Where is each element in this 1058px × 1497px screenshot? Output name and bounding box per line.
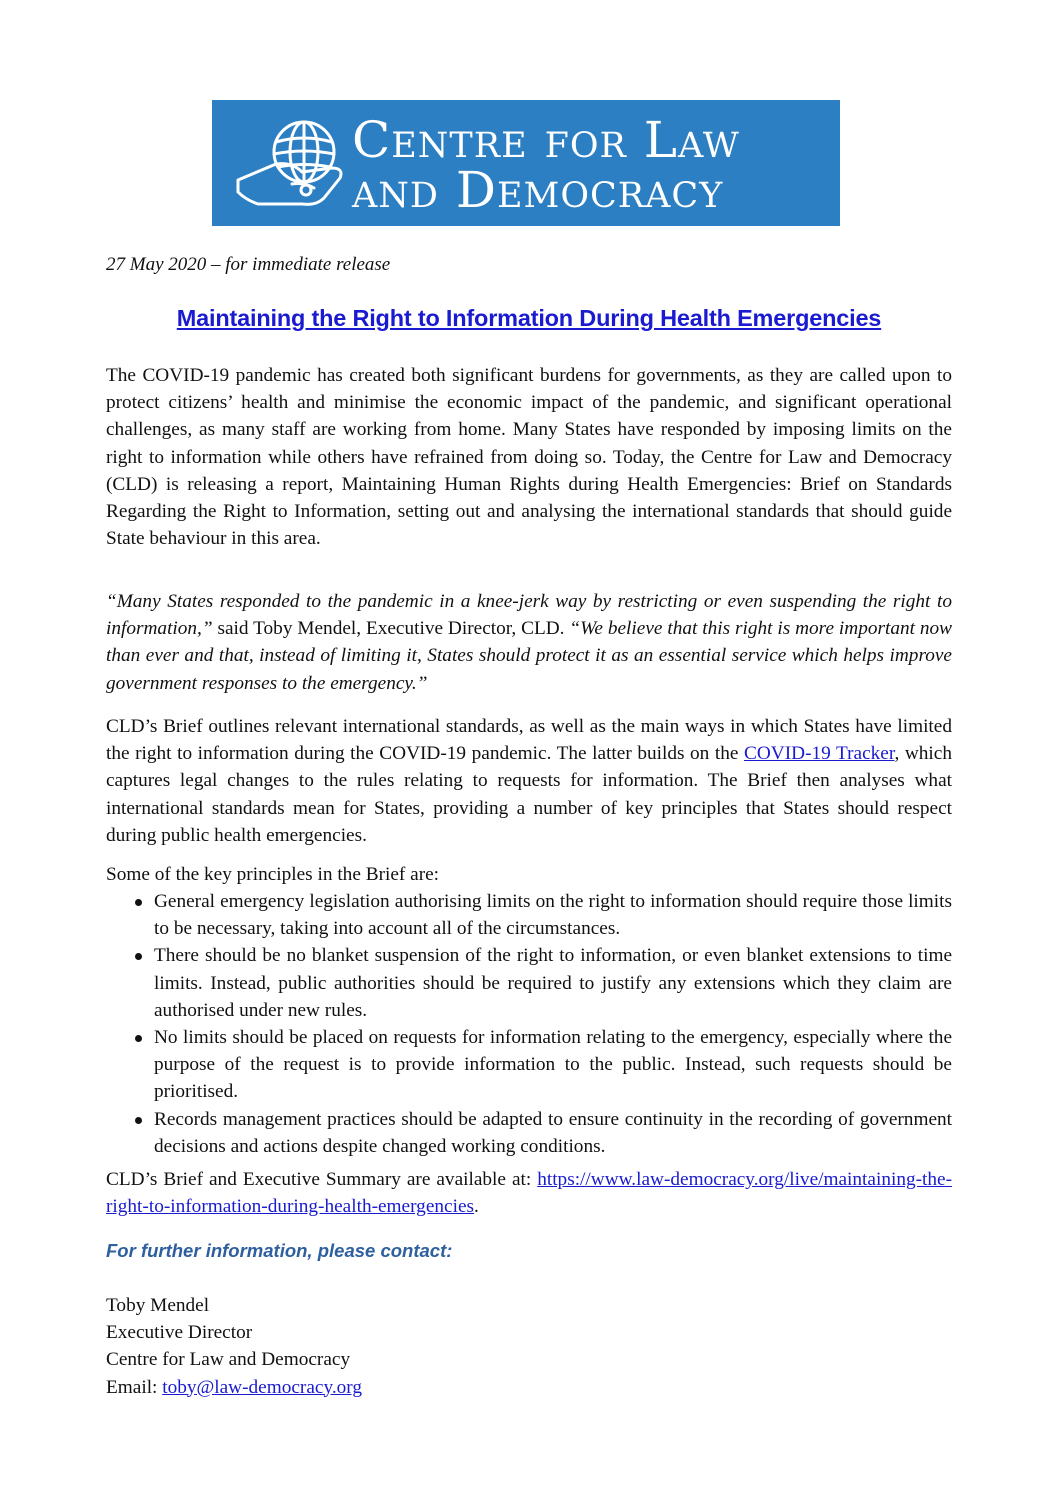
brief-text-before: CLD’s Brief outlines relevant international standards, as well as the main ways in which States have limited the right to information during the COVID-19 pandemic. The latter builds on the [106,716,952,765]
availability-paragraph [106,1166,952,1220]
bullet-icon [135,1035,142,1042]
bullet-icon [135,899,142,906]
contact-name: Toby Mendel [106,1295,210,1316]
availability-text: CLD’s Brief and Executive Summary are available at: [106,1169,538,1190]
hand-holding-globe-icon [232,112,350,214]
quote-part-1: “Many States responded to the pandemic in a knee-jerk way by restricting or even suspending the right to information,” [106,591,952,640]
contact-heading: For further information, please contact: [106,1240,453,1261]
release-date: 27 May 2020 – for immediate release [106,254,391,275]
principle-text: General emergency legislation authorising limits on the right to information should require those limits to be necessary, taking into account all of the circumstances. [154,891,952,940]
covid-tracker-link[interactable]: COVID-19 Tracker [744,743,895,765]
principles-intro: Some of the key principles in the Brief are: [106,864,440,885]
quote-attribution: said Toby Mendel, Executive Director, CLD. [212,618,570,640]
contact-email-line [106,1374,362,1401]
email-label: Email: [106,1376,163,1398]
quote-paragraph [106,588,952,697]
principle-text: Records management practices should be adapted to ensure continuity in the recording of government decisions and actions despite changed working conditions. [154,1108,952,1157]
brief-url-link[interactable]: https://www.law-democracy.org/live/maintaining-the-right-to-information-during-health-emergencies [106,1169,952,1218]
list-item [106,1024,952,1106]
brief-text-after: , which captures legal changes to the rules relating to requests for information. The Brief then analyses what international standards mean for States, providing a number of key principles that States should respect during public health emergencies. [106,743,952,846]
list-item [106,888,952,942]
brief-paragraph [106,713,952,849]
principle-text: No limits should be placed on requests for information relating to the emergency, especially where the purpose of the request is to provide information to the public. Instead, such requests should be prioritised. [154,1027,952,1103]
quote-part-2: “We believe that this right is more important now than ever and that, instead of limiting it, States should protect it as an essential service which helps improve government responses to the emergency.” [106,618,953,694]
contact-block [106,1292,362,1401]
bullet-icon [135,953,142,960]
list-item [106,1106,952,1160]
principle-text: There should be no blanket suspension of the right to information, or even blanket extensions to time limits. Instead, public authorities should be required to justify any extensions which they claim are authorised under new rules. [154,945,952,1021]
availability-period: . [474,1196,479,1218]
cld-logo-banner [212,100,840,226]
logo-text-line1: Centre for Law [352,111,740,169]
contact-organization: Centre for Law and Democracy [106,1349,351,1371]
email-link[interactable]: toby@law-democracy.org [162,1376,363,1398]
principles-list [106,888,952,1160]
contact-role: Executive Director [106,1322,253,1344]
list-item [106,942,952,1024]
intro-paragraph: The COVID-19 pandemic has created both significant burdens for governments, as they are called upon to protect citizens’ health and minimise the economic impact of the pandemic, and significant operational challenges, as many staff are working from home. Many States have responded by imposing limits on the right to information while others have refrained from doing so. Today, the Centre for Law and Democracy (CLD) is releasing a report, Maintaining Human Rights during Health Emergencies: Brief on Standards Regarding the Right to Information, setting out and analysing the international standards that should guide State behaviour in this area. [106,365,952,550]
bullet-icon [135,1117,142,1124]
logo-text-line2: and Democracy [352,161,724,219]
page-title[interactable]: Maintaining the Right to Information During Health Emergencies [176,305,882,331]
